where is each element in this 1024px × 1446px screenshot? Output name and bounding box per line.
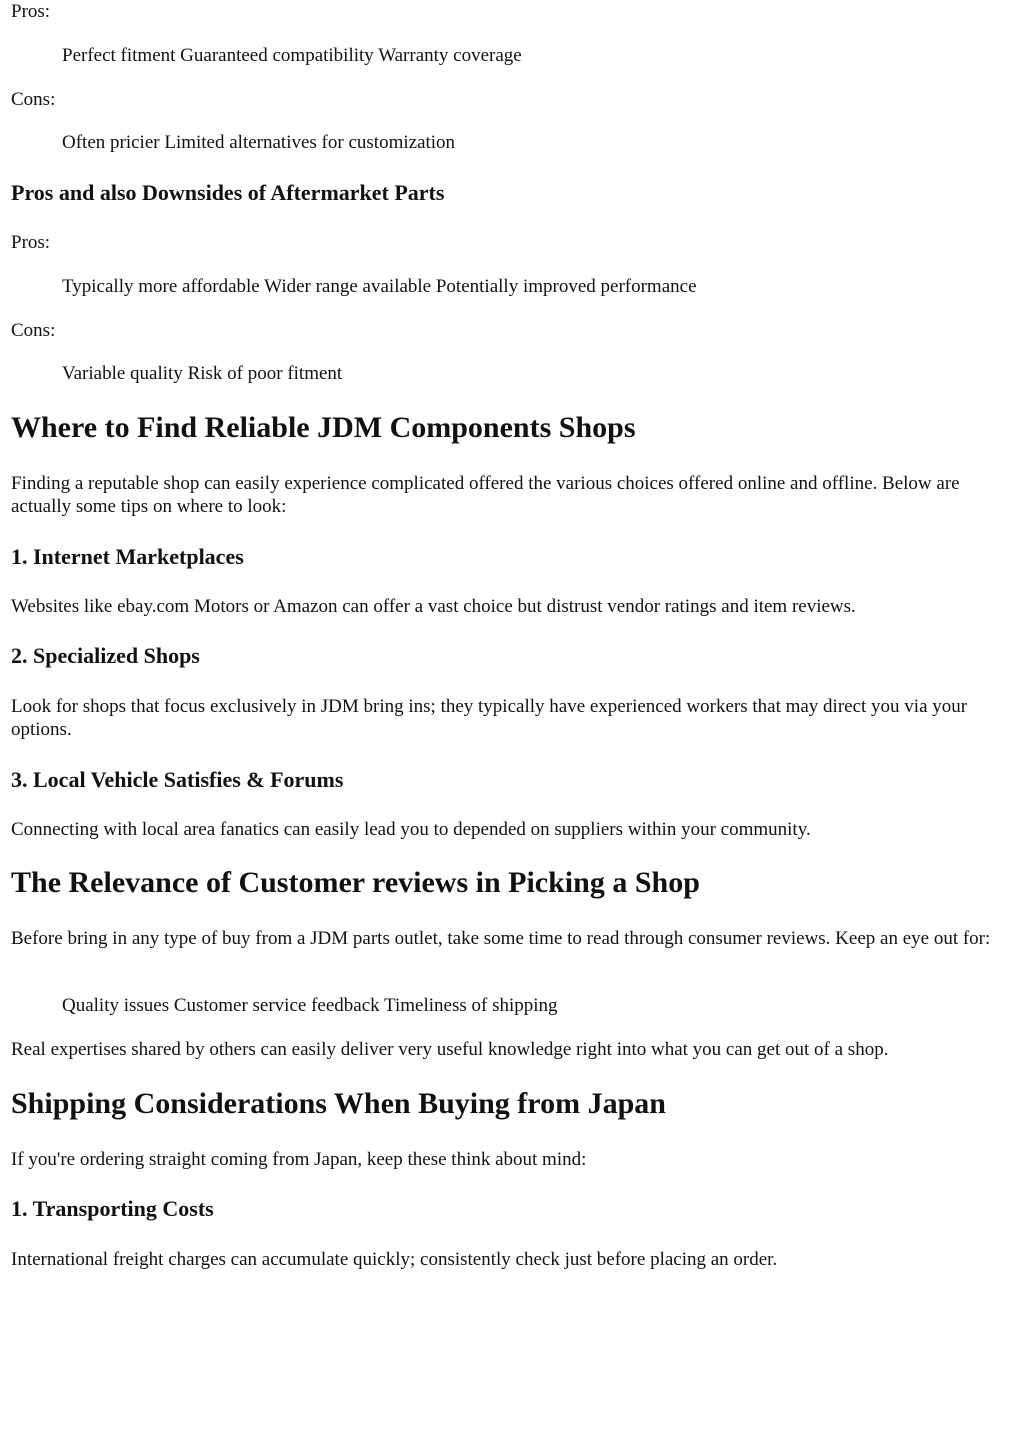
aftermarket-cons-items: Variable quality Risk of poor fitment <box>62 363 343 384</box>
shipping-intro: If you're ordering straight coming from Japan, keep these think about mind: <box>11 1149 587 1170</box>
where-intro: Finding a reputable shop can easily experience complicated offered the various choices offered online and offline. Below are actually some tips on where to look: <box>11 473 960 517</box>
oem-pros-items: Perfect fitment Guaranteed compatibility Warranty coverage <box>62 45 522 66</box>
shipping-item-text: International freight charges can accumulate quickly; consistently check just before placing an order. <box>11 1249 778 1270</box>
where-heading: Where to Find Reliable JDM Components Shops <box>11 411 636 444</box>
where-item-text: Connecting with local area fanatics can easily lead you to depended on suppliers within your community. <box>11 819 811 840</box>
shipping-heading: Shipping Considerations When Buying from Japan <box>11 1087 666 1120</box>
aftermarket-pros-label: Pros: <box>11 232 51 253</box>
where-item-text: Websites like ebay.com Motors or Amazon can offer a vast choice but distrust vendor ratings and item reviews. <box>11 596 856 617</box>
aftermarket-cons-label: Cons: <box>11 320 56 341</box>
oem-cons-items: Often pricier Limited alternatives for customization <box>62 132 456 153</box>
reviews-items: Quality issues Customer service feedback Timeliness of shipping <box>62 995 558 1016</box>
reviews-outro: Real expertises shared by others can easily deliver very useful knowledge right into what you can get out of a shop. <box>11 1039 889 1060</box>
aftermarket-heading: Pros and also Downsides of Aftermarket Parts <box>11 180 445 205</box>
aftermarket-pros-items: Typically more affordable Wider range available Potentially improved performance <box>62 276 697 297</box>
where-item-text: Look for shops that focus exclusively in JDM bring ins; they typically have experienced workers that may direct you via your options. <box>11 696 968 740</box>
reviews-intro: Before bring in any type of buy from a JDM parts outlet, take some time to read through consumer reviews. Keep an eye out for: <box>11 928 991 949</box>
where-item-heading: 3. Local Vehicle Satisfies & Forums <box>11 767 344 792</box>
where-item-heading: 1. Internet Marketplaces <box>11 544 244 569</box>
reviews-heading: The Relevance of Customer reviews in Picking a Shop <box>11 866 700 899</box>
where-item-heading: 2. Specialized Shops <box>11 643 200 668</box>
shipping-item-heading: 1. Transporting Costs <box>11 1196 214 1221</box>
oem-pros-label: Pros: <box>11 1 51 22</box>
oem-cons-label: Cons: <box>11 89 56 110</box>
